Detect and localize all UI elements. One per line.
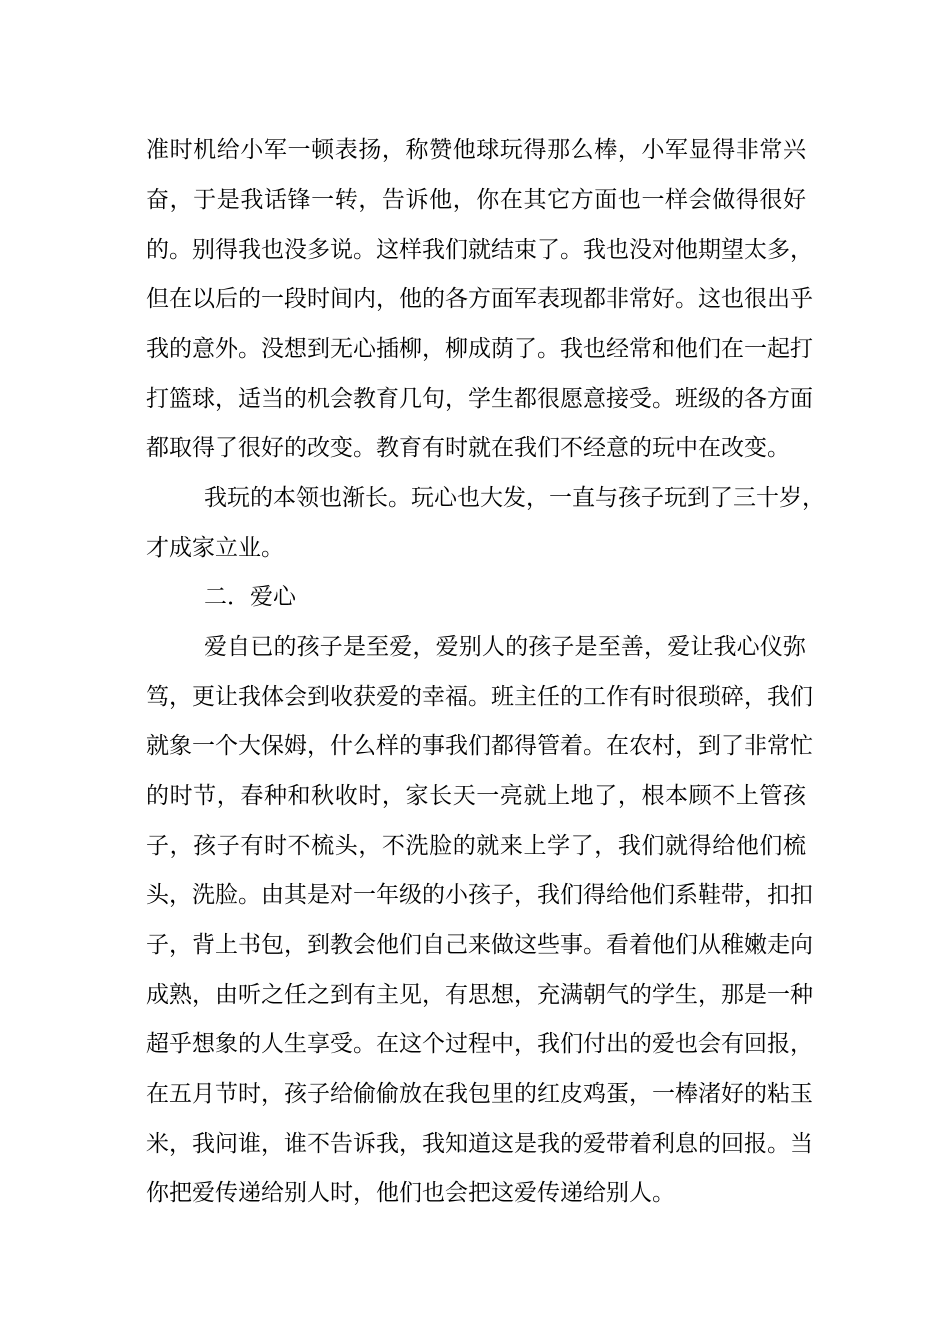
text-line: 头，洗脸。由其是对一年级的小孩子，我们得给他们系鞋带，扣扣 [146, 882, 813, 908]
text-line: 奋，于是我话锋一转，告诉他，你在其它方面也一样会做得很好 [146, 187, 806, 213]
text-line: 的。别得我也没多说。这样我们就结束了。我也没对他期望太多， [146, 237, 813, 263]
paragraph-first-line: 我玩的本领也渐长。玩心也大发，一直与孩子玩到了三十岁， [204, 485, 825, 511]
paragraph-first-line: 爱自已的孩子是至爱，爱别人的孩子是至善，爱让我心仪弥 [204, 634, 806, 660]
text-line: 你把爱传递给别人时，他们也会把这爱传递给别人。 [146, 1180, 675, 1206]
text-line: 米，我问谁，谁不告诉我，我知道这是我的爱带着利息的回报。当 [146, 1131, 813, 1157]
text-line: 子，孩子有时不梳头，不洗脸的就来上学了，我们就得给他们梳 [146, 833, 806, 859]
text-line: 我的意外。没想到无心插柳，柳成荫了。我也经常和他们在一起打 [146, 336, 813, 362]
text-line: 就象一个大保姆，什么样的事我们都得管着。在农村，到了非常忙 [146, 733, 813, 759]
text-line: 都取得了很好的改变。教育有时就在我们不经意的玩中在改变。 [146, 435, 790, 461]
text-line: 但在以后的一段时间内，他的各方面军表现都非常好。这也很出乎 [146, 286, 813, 312]
text-line: 在五月节时，孩子给偷偷放在我包里的红皮鸡蛋，一棒渚好的粘玉 [146, 1081, 813, 1107]
text-line: 的时节，春种和秋收时，家长天一亮就上地了，根本顾不上管孩 [146, 783, 806, 809]
text-line: 成熟，由听之任之到有主见，有思想，充满朝气的学生，那是一种 [146, 982, 813, 1008]
text-line: 超乎想象的人生享受。在这个过程中，我们付出的爱也会有回报， [146, 1031, 813, 1057]
text-line: 才成家立业。 [146, 535, 284, 561]
text-line: 笃，更让我体会到收获爱的幸福。班主任的工作有时很琐碎，我们 [146, 684, 813, 710]
text-line: 子，背上书包，到教会他们自己来做这些事。看着他们从稚嫩走向 [146, 932, 813, 958]
text-line: 准时机给小军一顿表扬，称赞他球玩得那么棒，小军显得非常兴 [146, 137, 806, 163]
text-line: 打篮球，适当的机会教育几句，学生都很愿意接受。班级的各方面 [146, 386, 813, 412]
section-heading: 二．爱心 [204, 584, 296, 610]
